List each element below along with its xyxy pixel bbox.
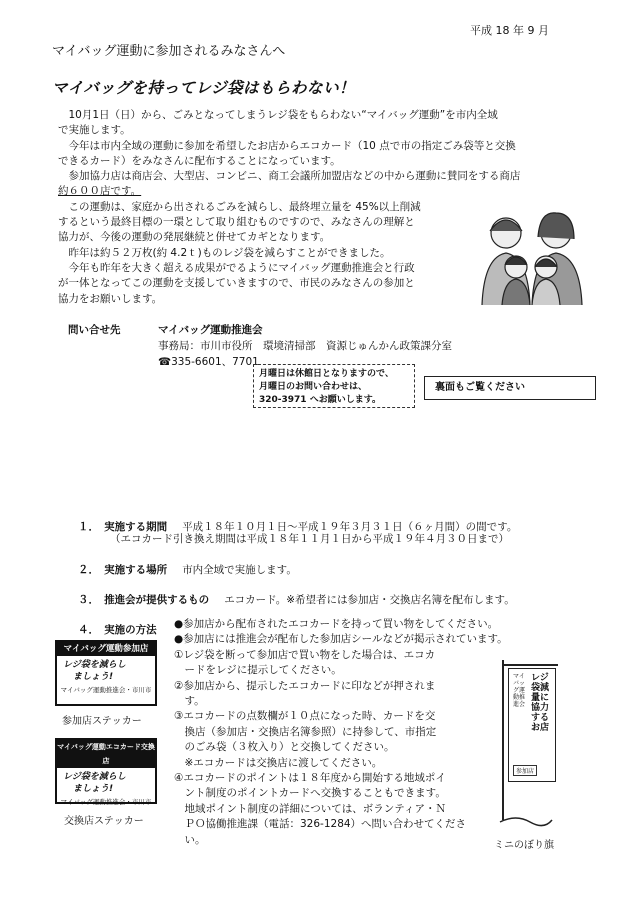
flag-sub-text: マイバッグ運動推進会	[513, 673, 526, 708]
mini-flag	[496, 660, 576, 830]
contact-organization: マイバッグ運動推進会	[158, 324, 263, 336]
sticker-title: マイバッグ運動エコカード交換店	[57, 740, 155, 768]
body-line: で実施します。	[58, 124, 131, 137]
method-line: ＰＯ協働推進課（電話：326-1284）へ問い合わせてくださ	[174, 818, 467, 831]
item-provided	[78, 588, 515, 607]
note-line: 月曜日は休館日となりますので、	[259, 369, 394, 379]
item-label: 実施の方法	[104, 624, 157, 636]
note-line: 320-3971 へお願いします。	[259, 395, 381, 405]
sticker-slogan-line: レジ袋を減らし	[63, 660, 126, 670]
method-line: す。	[174, 695, 205, 708]
flag-crossbar	[502, 664, 558, 666]
method-line: ※エコカードは交換店に渡してください。	[174, 756, 383, 769]
method-line: ③エコカードの点数欄が１０点になった時、カードを交	[174, 710, 436, 723]
item-text: 市内全域で実施します。	[182, 564, 297, 576]
method-line: い。	[174, 833, 206, 846]
item-method	[78, 618, 157, 637]
method-line: ①レジ袋を断って参加店で買い物をした場合は、エコカ	[174, 648, 436, 661]
method-line: ●参加店には推進会が配布した参加店シールなどが掲示されています。	[174, 633, 508, 646]
closed-day-note	[253, 364, 415, 408]
body-line: するという最終目標の一環として取り組むものですので、みなさんの理解と	[58, 216, 415, 229]
item-label: 実施する場所	[104, 564, 168, 576]
participant-sticker	[55, 640, 157, 706]
flag-banner	[508, 668, 556, 782]
method-list	[174, 617, 508, 848]
flag-small-label: 参加店	[513, 765, 537, 776]
body-line: 参加協力店は商店会、大型店、コンビニ、商工会議所加盟店などの中から運動に賛同をする商店	[58, 170, 521, 183]
body-text	[58, 108, 520, 307]
item-label: 推進会が提供するもの	[104, 594, 210, 606]
body-line: 今年も昨年を大きく超える成果がでるようにマイバッグ運動推進会と行政	[58, 261, 415, 274]
method-line: のごみ袋（３枚入り）と交換してください。	[174, 741, 395, 754]
intro-heading: マイバッグ運動に参加されるみなさんへ	[52, 44, 286, 59]
contact-office: 事務局：市川市役所 環境清掃部 資源じゅんかん政策課分室	[158, 340, 452, 352]
document-date: 平成 18 年 9 月	[470, 24, 549, 37]
item-period-sub: （エコカード引き換え期間は平成１８年１１月１日から平成１９年４月３０日まで）	[110, 533, 509, 545]
method-line: ●参加店から配布されたエコカードを持って買い物をしてください。	[174, 618, 499, 630]
sticker-slogan-line: ましょう!	[73, 784, 114, 794]
sticker-footer: マイバッグ運動推進会・市川市	[60, 798, 152, 806]
body-line: 昨年は約５２万枚(約 4.2ｔ)ものレジ袋を減らすことができました。	[58, 246, 391, 259]
contact-label: 問い合せ先	[68, 324, 121, 336]
item-label: 実施する期間	[104, 521, 168, 533]
body-line: が一体となってこの運動を支援していきますので、市民のみなさんの参加と	[58, 277, 415, 290]
body-line: できるカード）をみなさんに配布することになっています。	[58, 154, 341, 167]
exchange-sticker-caption: 交換店ステッカー	[64, 816, 144, 827]
flag-stand	[496, 812, 556, 830]
body-line: 約６００店です。	[58, 185, 142, 198]
item-number: １．	[78, 521, 99, 533]
item-text: 平成１８年１０月１日～平成１９年３月３１日（６ヶ月間）の間です。	[182, 521, 518, 533]
see-reverse-box: 裏面もご覧ください	[424, 376, 596, 400]
item-number: ４．	[78, 624, 99, 636]
method-line: ードをレジに提示してください。	[174, 664, 342, 677]
family-illustration	[468, 205, 598, 305]
note-line: 月曜日のお問い合わせは、	[259, 382, 368, 392]
contact-phone: ☎335-6601、7701	[158, 356, 259, 368]
sticker-title: マイバッグ運動参加店	[57, 642, 155, 656]
participant-sticker-caption: 参加店ステッカー	[62, 716, 142, 727]
method-line: ④エコカードのポイントは１８年度から開始する地域ポイ	[174, 772, 446, 785]
item-number: ２．	[78, 564, 99, 576]
body-line: 今年は市内全域の運動に参加を希望したお店からエコカード（10 点で市の指定ごみ袋等と交換	[58, 139, 516, 152]
exchange-sticker	[55, 738, 157, 804]
sticker-slogan-line: レジ袋を減らし	[63, 772, 126, 782]
flag-main-text: レジ袋減量に協力するお店	[531, 673, 550, 733]
body-line: 協力が、今後の運動の発展継続と併せてカギとなります。	[58, 231, 331, 244]
method-line: ント制度のポイントカードへ交換することもできます。	[174, 787, 446, 800]
item-place	[78, 558, 297, 577]
body-line: 10月1日（日）から、ごみとなってしまうレジ袋をもらわない“マイバッグ運動”を市内全域	[58, 109, 498, 121]
method-line: ②参加店から、提示したエコカードに印などが押されま	[174, 679, 436, 692]
flag-pole	[502, 660, 504, 820]
sticker-slogan-line: ましょう!	[73, 672, 114, 682]
sticker-slogan	[57, 768, 155, 798]
method-line: 換店（参加店・交換店名簿参照）に持参して、市指定	[174, 725, 437, 738]
body-line: この運動は、家庭から出されるごみを減らし、最終埋立量を 45%以上削減	[58, 200, 421, 213]
item-text: エコカード。※希望者には参加店・交換店名簿を配布します。	[224, 594, 515, 606]
mini-flag-caption: ミニのぼり旗	[494, 840, 554, 851]
body-line: 協力をお願いします。	[58, 292, 163, 305]
main-headline: マイバッグを持ってレジ袋はもらわない！	[52, 79, 355, 97]
method-line: 地域ポイント制度の詳細については、ボランティア・Ｎ	[174, 802, 446, 815]
item-number: ３．	[78, 594, 99, 606]
sticker-slogan	[57, 656, 155, 686]
sticker-footer: マイバッグ運動推進会・市川市	[60, 686, 152, 694]
